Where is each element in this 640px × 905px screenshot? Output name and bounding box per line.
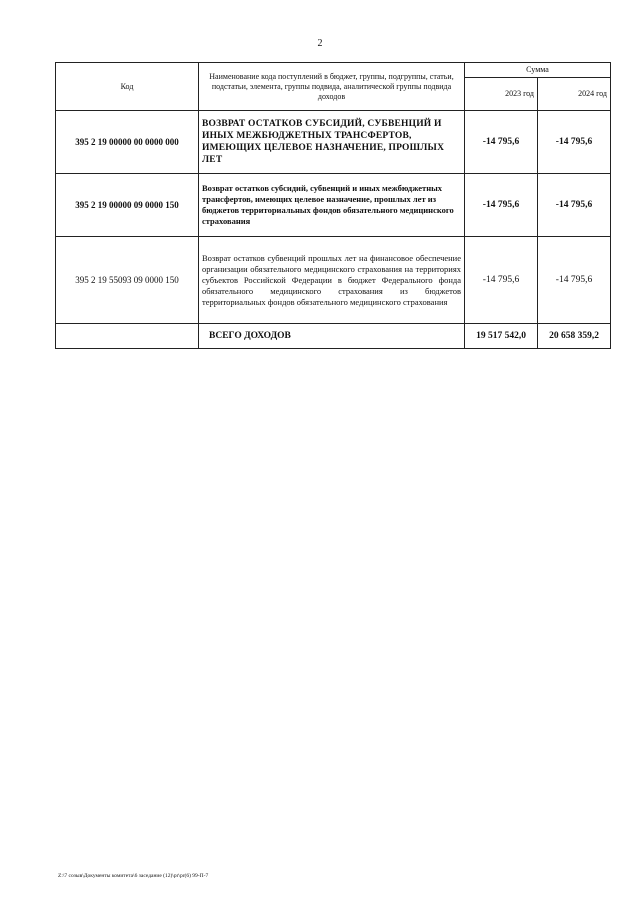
footer-file-path: Z:\7 созыв\Документы комитета\6 заседание (12)\pr\pr(6) 99-П-7 — [58, 873, 209, 879]
total-row — [56, 324, 611, 349]
header-code: Код — [56, 63, 199, 111]
revenue-table — [55, 62, 611, 349]
table-row — [56, 111, 611, 174]
page-number: 2 — [317, 38, 323, 49]
row-code: 395 2 19 00000 00 0000 000 — [56, 111, 199, 174]
header-name: Наименование кода поступлений в бюджет, группы, подгруппы, статьи, подстатьи, элемента, группы подвида, аналитической группы подвида доходов — [199, 63, 465, 111]
table-row — [56, 237, 611, 324]
row-sum-2024: -14 795,6 — [538, 237, 611, 324]
header-year-2024: 2024 год — [538, 78, 611, 111]
row-name: Возврат остатков субсидий, субвенций и иных межбюджетных трансфертов, имеющих целевое назначение, прошлых лет из бюджетов территориальных фондов обязательного медицинского страхования — [199, 174, 465, 237]
row-sum-2023: -14 795,6 — [465, 237, 538, 324]
table-header-row — [56, 63, 611, 78]
total-sum-2024: 20 658 359,2 — [538, 324, 611, 349]
header-year-2023: 2023 год — [465, 78, 538, 111]
row-name: Возврат остатков субвенций прошлых лет на финансовое обеспечение организации обязательного медицинского страхования на территориях субъектов Российской Федерации в бюджет Федерального фонда обязательного медицинского страхования из бюджетов территориальных фондов обязательного медицинского страхования — [199, 237, 465, 324]
row-sum-2024: -14 795,6 — [538, 174, 611, 237]
row-sum-2024: -14 795,6 — [538, 111, 611, 174]
row-code: 395 2 19 00000 09 0000 150 — [56, 174, 199, 237]
row-name: ВОЗВРАТ ОСТАТКОВ СУБСИДИЙ, СУБВЕНЦИЙ И ИНЫХ МЕЖБЮДЖЕТНЫХ ТРАНСФЕРТОВ, ИМЕЮЩИХ ЦЕЛЕВОЕ НАЗНАЧЕНИЕ, ПРОШЛЫХ ЛЕТ — [199, 111, 465, 174]
row-sum-2023: -14 795,6 — [465, 111, 538, 174]
table-row — [56, 174, 611, 237]
total-label: ВСЕГО ДОХОДОВ — [199, 324, 465, 349]
header-sum: Сумма — [465, 63, 611, 78]
total-code-empty — [56, 324, 199, 349]
row-sum-2023: -14 795,6 — [465, 174, 538, 237]
row-code: 395 2 19 55093 09 0000 150 — [56, 237, 199, 324]
total-sum-2023: 19 517 542,0 — [465, 324, 538, 349]
